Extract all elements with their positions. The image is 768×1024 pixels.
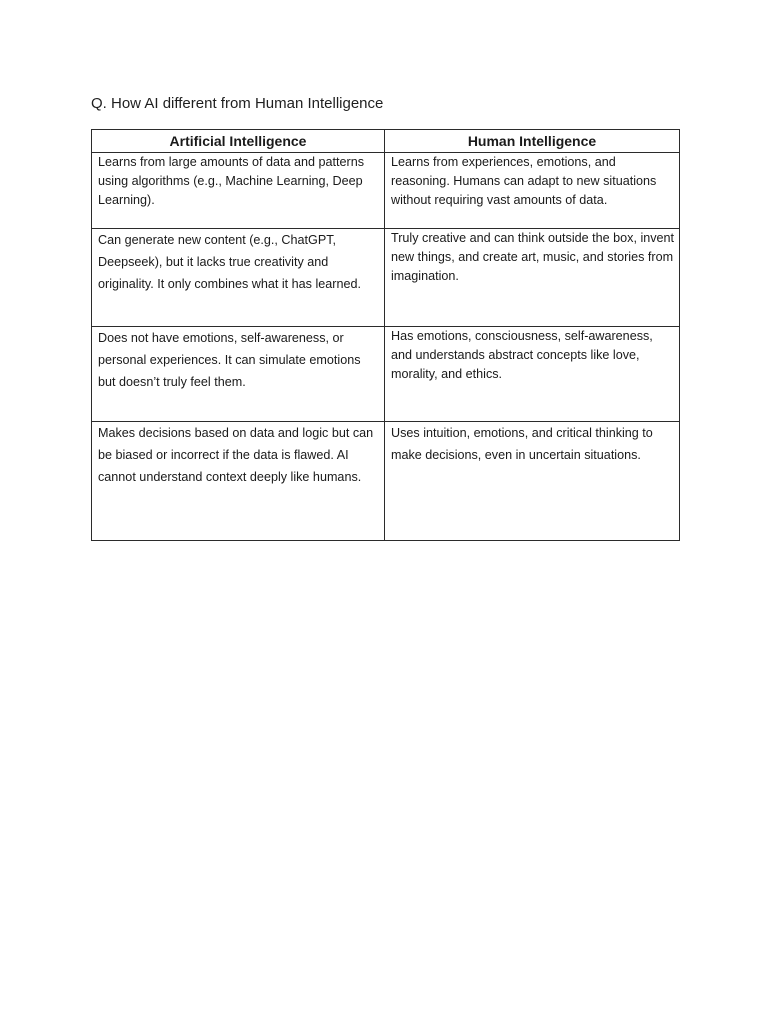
table-row <box>92 422 680 541</box>
human-cell <box>385 153 680 229</box>
human-cell <box>385 327 680 422</box>
comparison-table <box>91 129 680 541</box>
table-header-row <box>92 130 680 153</box>
ai-cell-text: Can generate new content (e.g., ChatGPT, Deepseek), but it lacks true creativity and originality. It only combines what it has learned. <box>98 233 361 291</box>
human-cell-text: Learns from experiences, emotions, and reasoning. Humans can adapt to new situations without requiring vast amounts of data. <box>391 155 657 207</box>
ai-cell <box>92 422 385 541</box>
header-human-intelligence: Human Intelligence <box>385 130 680 153</box>
ai-cell <box>92 229 385 327</box>
ai-cell <box>92 327 385 422</box>
human-cell <box>385 422 680 541</box>
ai-cell-text: Learns from large amounts of data and patterns using algorithms (e.g., Machine Learning, Deep Learning). <box>98 155 365 207</box>
ai-cell-text: Makes decisions based on data and logic but can be biased or incorrect if the data is flawed. AI cannot understand context deeply like humans. <box>98 426 374 484</box>
table-row <box>92 327 680 422</box>
human-cell-text: Uses intuition, emotions, and critical thinking to make decisions, even in uncertain situations. <box>391 426 653 462</box>
human-cell-text: Truly creative and can think outside the box, invent new things, and create art, music, and stories from imagination. <box>391 231 675 283</box>
ai-cell <box>92 153 385 229</box>
human-cell-text: Has emotions, consciousness, self-awareness, and understands abstract concepts like love, morality, and ethics. <box>391 329 653 381</box>
table-row <box>92 229 680 327</box>
header-artificial-intelligence: Artificial Intelligence <box>92 130 385 153</box>
ai-cell-text: Does not have emotions, self-awareness, or personal experiences. It can simulate emotions but doesn’t truly feel them. <box>98 331 361 389</box>
human-cell <box>385 229 680 327</box>
table-row <box>92 153 680 229</box>
question-heading: Q. How AI different from Human Intelligence <box>91 95 384 112</box>
